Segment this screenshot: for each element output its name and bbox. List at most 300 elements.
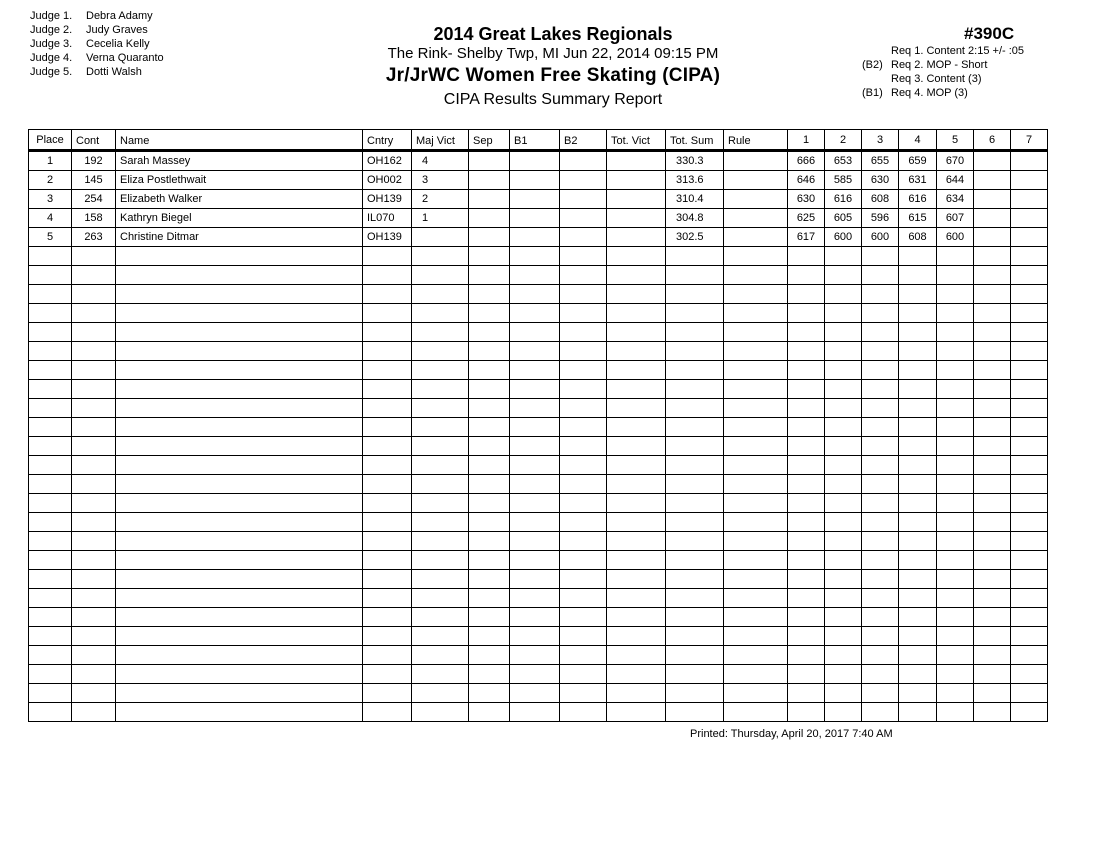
table-cell (412, 228, 469, 247)
table-cell (825, 513, 862, 532)
table-cell (899, 532, 937, 551)
table-cell (1011, 342, 1048, 361)
table-cell (862, 646, 899, 665)
table-cell (29, 247, 72, 266)
table-cell (363, 475, 412, 494)
table-cell (825, 551, 862, 570)
table-cell (116, 380, 363, 399)
table-cell (412, 399, 469, 418)
table-cell (974, 399, 1011, 418)
table-cell (974, 703, 1011, 722)
table-cell (72, 475, 116, 494)
table-cell: 3 (29, 190, 72, 209)
column-header: Tot. Vict (607, 130, 666, 151)
column-header: 1 (788, 130, 825, 151)
table-cell (29, 380, 72, 399)
table-cell: 617 (788, 228, 825, 247)
table-cell (825, 570, 862, 589)
table-cell (899, 513, 937, 532)
table-cell (974, 380, 1011, 399)
table-cell (469, 532, 510, 551)
table-cell (560, 190, 607, 209)
table-cell (899, 437, 937, 456)
table-cell (412, 494, 469, 513)
table-cell (116, 456, 363, 475)
table-cell (412, 513, 469, 532)
table-row (29, 532, 1048, 551)
table-cell: 192 (72, 151, 116, 171)
table-cell (607, 475, 666, 494)
table-cell (862, 456, 899, 475)
table-cell (560, 399, 607, 418)
table-cell (1011, 475, 1048, 494)
table-cell (724, 437, 788, 456)
table-cell (510, 304, 560, 323)
table-cell (862, 570, 899, 589)
table-cell: Kathryn Biegel (116, 209, 363, 228)
table-cell (72, 399, 116, 418)
table-cell (116, 551, 363, 570)
table-cell (724, 285, 788, 304)
table-cell (72, 361, 116, 380)
event-title: Jr/JrWC Women Free Skating (CIPA) (385, 65, 721, 86)
table-cell: OH139 (363, 228, 412, 247)
table-cell (363, 532, 412, 551)
table-cell (899, 589, 937, 608)
table-cell: 605 (825, 209, 862, 228)
table-cell (974, 151, 1011, 171)
table-cell: Sarah Massey (116, 151, 363, 171)
table-cell: 659 (899, 151, 937, 171)
table-cell (72, 247, 116, 266)
table-row (29, 456, 1048, 475)
table-cell (116, 570, 363, 589)
table-cell: 630 (788, 190, 825, 209)
table-cell (666, 570, 724, 589)
table-cell (788, 627, 825, 646)
event-number: #390C (964, 24, 1015, 43)
table-cell: 646 (788, 171, 825, 190)
table-cell (29, 646, 72, 665)
table-cell (363, 323, 412, 342)
table-cell (29, 399, 72, 418)
table-row (29, 646, 1048, 665)
table-cell (1011, 570, 1048, 589)
table-cell (363, 646, 412, 665)
table-cell (1011, 285, 1048, 304)
table-cell (607, 646, 666, 665)
table-cell (469, 342, 510, 361)
table-cell (72, 494, 116, 513)
table-cell (607, 228, 666, 247)
table-cell (862, 513, 899, 532)
table-cell (899, 570, 937, 589)
table-cell: Christine Ditmar (116, 228, 363, 247)
table-cell (72, 646, 116, 665)
table-cell (937, 608, 974, 627)
table-cell (29, 456, 72, 475)
table-cell (825, 266, 862, 285)
table-cell (937, 342, 974, 361)
table-cell (560, 513, 607, 532)
table-cell (724, 361, 788, 380)
column-header: Place (29, 130, 72, 151)
table-cell (666, 703, 724, 722)
table-cell (29, 627, 72, 646)
table-cell (560, 418, 607, 437)
table-row (29, 266, 1048, 285)
table-cell: 607 (937, 209, 974, 228)
table-cell: 304.8 (666, 209, 724, 228)
table-cell (666, 646, 724, 665)
table-cell (974, 532, 1011, 551)
table-cell (469, 627, 510, 646)
table-cell (607, 399, 666, 418)
table-row (29, 285, 1048, 304)
table-row (29, 627, 1048, 646)
table-cell (116, 627, 363, 646)
table-cell (510, 646, 560, 665)
table-cell (29, 608, 72, 627)
table-cell (116, 342, 363, 361)
table-cell (825, 703, 862, 722)
table-cell (788, 342, 825, 361)
table-cell (72, 703, 116, 722)
table-cell (1011, 323, 1048, 342)
table-cell (116, 266, 363, 285)
table-cell (29, 570, 72, 589)
table-cell (363, 627, 412, 646)
table-cell (363, 513, 412, 532)
judge-row: Judge 3. Cecelia Kelly (30, 38, 150, 50)
venue-line: The Rink- Shelby Twp, MI Jun 22, 2014 09:15 PM (387, 45, 719, 62)
table-cell (560, 266, 607, 285)
table-cell (825, 532, 862, 551)
requirement-item: (B2) Req 2. MOP - Short (862, 59, 988, 71)
table-cell (937, 456, 974, 475)
table-cell (29, 551, 72, 570)
table-cell (469, 570, 510, 589)
table-cell (469, 608, 510, 627)
table-cell (1011, 646, 1048, 665)
table-cell (825, 247, 862, 266)
table-cell (974, 266, 1011, 285)
table-cell: 625 (788, 209, 825, 228)
table-cell (724, 665, 788, 684)
results-table (28, 129, 1048, 722)
table-row (29, 190, 1048, 209)
table-cell (937, 684, 974, 703)
table-cell (937, 304, 974, 323)
table-cell (469, 171, 510, 190)
table-header-row (29, 130, 1048, 151)
column-header: Tot. Sum (666, 130, 724, 151)
table-cell (666, 342, 724, 361)
table-cell (937, 627, 974, 646)
judge-name: Debra Adamy (86, 10, 153, 22)
table-cell (1011, 380, 1048, 399)
column-header: Name (116, 130, 363, 151)
table-cell (899, 361, 937, 380)
table-cell (607, 494, 666, 513)
table-cell (510, 570, 560, 589)
table-row (29, 589, 1048, 608)
table-cell (937, 570, 974, 589)
table-cell (899, 285, 937, 304)
table-cell (724, 703, 788, 722)
table-row (29, 608, 1048, 627)
table-cell (116, 665, 363, 684)
table-cell (72, 551, 116, 570)
table-cell (72, 589, 116, 608)
table-cell (72, 418, 116, 437)
table-cell (116, 475, 363, 494)
table-cell (974, 304, 1011, 323)
table-cell (788, 437, 825, 456)
table-cell (29, 304, 72, 323)
table-cell (825, 418, 862, 437)
table-cell (899, 399, 937, 418)
table-cell (974, 665, 1011, 684)
table-cell (469, 323, 510, 342)
table-cell (899, 304, 937, 323)
table-cell (72, 437, 116, 456)
table-cell (412, 646, 469, 665)
table-cell (899, 665, 937, 684)
table-cell (862, 323, 899, 342)
table-cell (607, 190, 666, 209)
table-cell (974, 684, 1011, 703)
table-cell (1011, 151, 1048, 171)
table-cell (29, 532, 72, 551)
table-cell: 608 (899, 228, 937, 247)
table-cell (363, 551, 412, 570)
table-cell (510, 513, 560, 532)
table-cell (899, 380, 937, 399)
table-cell (666, 494, 724, 513)
table-cell (862, 380, 899, 399)
table-cell (974, 608, 1011, 627)
table-cell (560, 228, 607, 247)
table-cell: 158 (72, 209, 116, 228)
printed-timestamp: Printed: Thursday, April 20, 2017 7:40 AM (690, 728, 893, 740)
table-cell (72, 323, 116, 342)
table-cell (724, 627, 788, 646)
table-cell (974, 551, 1011, 570)
table-cell (899, 646, 937, 665)
table-cell (510, 665, 560, 684)
table-cell (1011, 399, 1048, 418)
table-cell (1011, 608, 1048, 627)
table-cell (724, 399, 788, 418)
table-cell (412, 551, 469, 570)
table-cell (607, 456, 666, 475)
table-cell (724, 513, 788, 532)
table-cell (607, 418, 666, 437)
table-cell (412, 570, 469, 589)
table-cell (469, 684, 510, 703)
table-cell (788, 380, 825, 399)
table-cell (560, 247, 607, 266)
table-cell (363, 589, 412, 608)
table-cell (560, 171, 607, 190)
table-cell (363, 703, 412, 722)
judge-name: Cecelia Kelly (86, 38, 150, 50)
table-cell (862, 551, 899, 570)
table-row (29, 665, 1048, 684)
table-cell (607, 627, 666, 646)
table-cell (560, 684, 607, 703)
requirement-item: Req 1. Content 2:15 +/- :05 (891, 45, 1025, 57)
table-cell (72, 380, 116, 399)
table-cell (862, 247, 899, 266)
table-cell (412, 589, 469, 608)
column-header: Cont (72, 130, 116, 151)
table-cell (974, 494, 1011, 513)
table-cell (788, 513, 825, 532)
table-cell (1011, 190, 1048, 209)
table-cell (412, 684, 469, 703)
table-cell (1011, 684, 1048, 703)
column-header: Cntry (363, 130, 412, 151)
table-cell (862, 342, 899, 361)
column-header: Rule (724, 130, 788, 151)
table-cell (724, 589, 788, 608)
table-cell (72, 570, 116, 589)
table-cell: OH139 (363, 190, 412, 209)
table-cell (72, 456, 116, 475)
table-cell (363, 399, 412, 418)
table-cell (937, 513, 974, 532)
table-row (29, 437, 1048, 456)
table-cell (363, 494, 412, 513)
table-cell (974, 418, 1011, 437)
table-cell (666, 399, 724, 418)
table-cell (363, 361, 412, 380)
requirements-list (862, 44, 1024, 100)
table-cell: 330.3 (666, 151, 724, 171)
table-cell (724, 342, 788, 361)
table-cell: 302.5 (666, 228, 724, 247)
table-cell (510, 494, 560, 513)
table-cell (937, 323, 974, 342)
table-cell (363, 285, 412, 304)
table-cell (974, 247, 1011, 266)
table-cell (363, 456, 412, 475)
table-cell: 670 (937, 151, 974, 171)
table-cell (560, 361, 607, 380)
table-cell (974, 342, 1011, 361)
table-cell (1011, 437, 1048, 456)
table-cell (974, 361, 1011, 380)
table-cell (560, 665, 607, 684)
table-cell (825, 323, 862, 342)
table-cell: 615 (899, 209, 937, 228)
table-cell (937, 475, 974, 494)
table-cell (560, 380, 607, 399)
table-cell (29, 323, 72, 342)
table-cell (974, 437, 1011, 456)
table-cell (666, 589, 724, 608)
table-cell (1011, 513, 1048, 532)
table-cell (469, 513, 510, 532)
table-cell (469, 190, 510, 209)
table-cell (788, 304, 825, 323)
table-cell (788, 532, 825, 551)
table-cell (510, 608, 560, 627)
table-cell: OH002 (363, 171, 412, 190)
table-cell (862, 494, 899, 513)
table-row (29, 380, 1048, 399)
table-cell: IL070 (363, 209, 412, 228)
table-cell (788, 399, 825, 418)
table-cell (607, 589, 666, 608)
table-cell: 600 (825, 228, 862, 247)
table-cell (116, 494, 363, 513)
table-row (29, 361, 1048, 380)
table-cell (788, 266, 825, 285)
table-cell (469, 151, 510, 171)
table-cell (899, 551, 937, 570)
table-cell (607, 323, 666, 342)
table-cell (469, 228, 510, 247)
table-cell (666, 684, 724, 703)
table-cell (937, 285, 974, 304)
table-cell (510, 703, 560, 722)
table-cell: 585 (825, 171, 862, 190)
table-cell (560, 475, 607, 494)
table-cell (560, 589, 607, 608)
table-cell (724, 608, 788, 627)
table-cell (29, 266, 72, 285)
table-cell (412, 380, 469, 399)
table-cell (937, 247, 974, 266)
table-cell (510, 190, 560, 209)
table-cell (666, 304, 724, 323)
table-cell (510, 627, 560, 646)
table-cell (825, 475, 862, 494)
table-cell (72, 513, 116, 532)
table-cell: 2 (29, 171, 72, 190)
table-cell (560, 551, 607, 570)
table-cell (607, 304, 666, 323)
table-cell (974, 171, 1011, 190)
table-cell (72, 304, 116, 323)
table-cell (560, 209, 607, 228)
table-cell (510, 285, 560, 304)
table-cell (1011, 551, 1048, 570)
table-cell (724, 570, 788, 589)
table-cell (937, 646, 974, 665)
table-cell (412, 437, 469, 456)
table-row (29, 570, 1048, 589)
table-cell (1011, 209, 1048, 228)
table-cell (937, 418, 974, 437)
table-cell (825, 304, 862, 323)
table-cell (1011, 247, 1048, 266)
table-row (29, 399, 1048, 418)
table-cell (560, 494, 607, 513)
table-cell (788, 684, 825, 703)
table-cell (607, 266, 666, 285)
table-cell (724, 323, 788, 342)
table-cell (974, 475, 1011, 494)
table-cell (666, 551, 724, 570)
table-cell (607, 684, 666, 703)
column-header: 4 (899, 130, 937, 151)
table-cell (29, 342, 72, 361)
table-cell: Elizabeth Walker (116, 190, 363, 209)
